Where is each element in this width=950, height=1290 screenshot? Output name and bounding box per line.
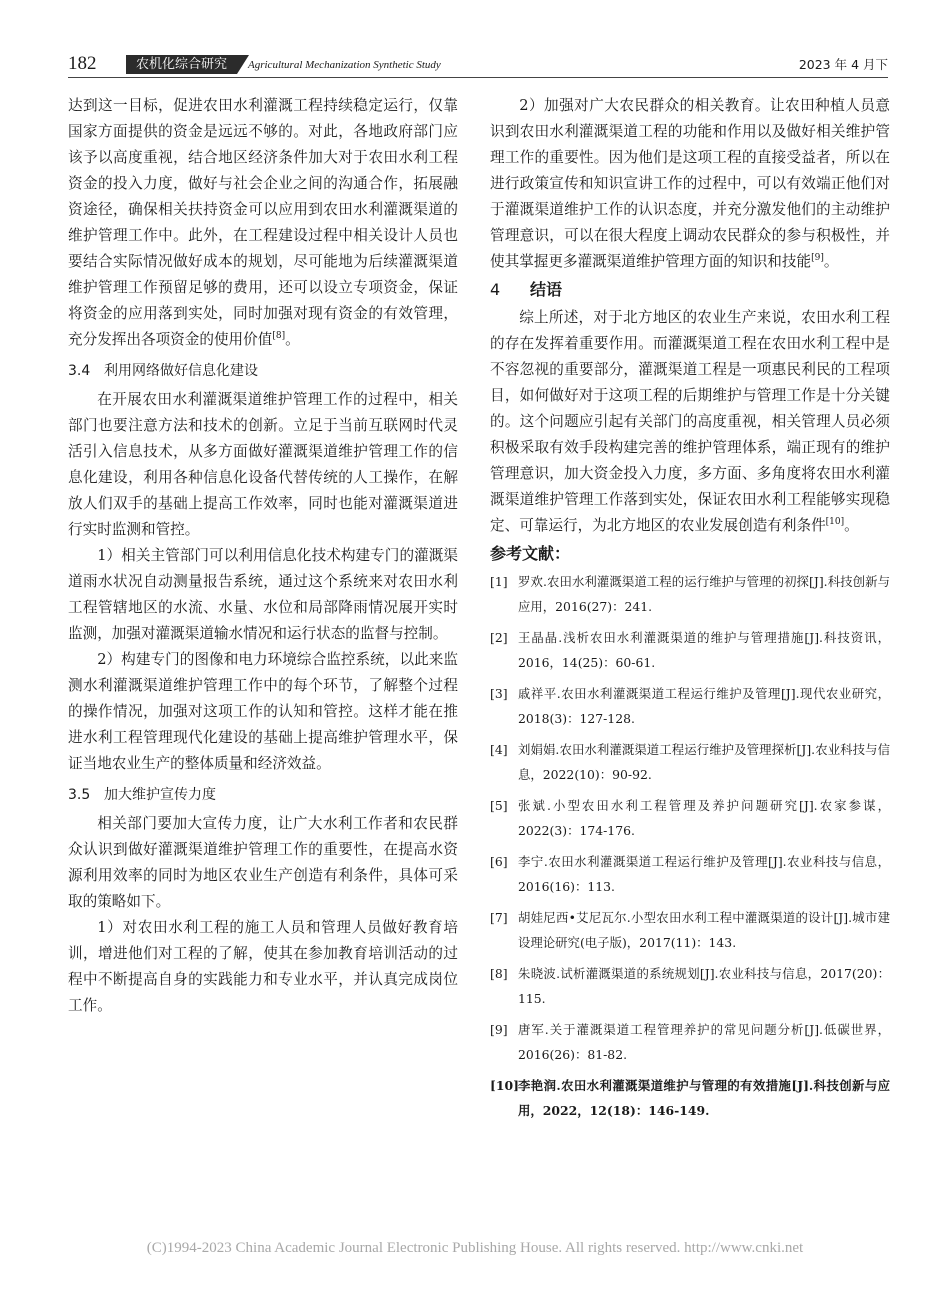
reference-item: [7] 胡娃尼西•艾尼瓦尔.小型农田水利工程中灌溉渠道的设计[J].城市建设理论研究(电子版)，2017(11)：143.: [490, 910, 890, 950]
section-heading-3-4: 3.4 利用网络做好信息化建设: [68, 363, 258, 379]
paragraph: 1）对农田水利工程的施工人员和管理人员做好教育培训，增进他们对工程的了解，使其在参加教育培训活动的过程中不断提高自身的实践能力和专业水平，并认真完成岗位工作。: [68, 919, 458, 1014]
section-heading-4: 4 结语: [490, 280, 563, 299]
paragraph: 1）相关主管部门可以利用信息化技术构建专门的灌溉渠道雨水状况自动测量报告系统，通过这个系统来对农田水利工程管辖地区的水流、水量、水位和局部降雨情况展开实时监测，加强对灌溉渠道输水情况和运行状态的监督与控制。: [68, 547, 458, 642]
paragraph: 在开展农田水利灌溉渠道维护管理工作的过程中，相关部门也要注意方法和技术的创新。立足于当前互联网时代灵活引入信息技术，从多方面做好灌溉渠道维护管理工作的信息化建设，利用各种信息化设备代替传统的人工操作，在解放人们双手的基础上提高工作效率，同时也能对灌溉渠道进行实时监测和管控。: [68, 391, 458, 538]
page-header: [68, 52, 888, 78]
reference-item: [6] 李宁.农田水利灌溉渠道工程运行维护及管理[J].农业科技与信息，2016(16)：113.: [490, 854, 890, 894]
reference-item: [2] 王晶晶.浅析农田水利灌溉渠道的维护与管理措施[J].科技资讯，2016，14(25)：60-61.: [490, 630, 890, 670]
journal-name-en: Agricultural Mechanization Synthetic Study: [248, 59, 441, 71]
issue-date: 2023 年 4 月下: [798, 57, 888, 72]
header-rule: [68, 77, 888, 78]
citation[interactable]: [8]: [272, 331, 286, 342]
right-column: [490, 93, 890, 1129]
reference-item: [8] 朱晓波.试析灌溉渠道的系统规划[J].农业科技与信息，2017(20)：115.: [490, 966, 890, 1006]
reference-item: [1] 罗欢.农田水利灌溉渠道工程的运行维护与管理的初探[J].科技创新与应用，2016(27)：241.: [490, 574, 890, 614]
reference-item: [9] 唐军.关于灌溉渠道工程管理养护的常见问题分析[J].低碳世界，2016(26)：81-82.: [490, 1022, 890, 1062]
reference-item: [10] 李艳润.农田水利灌溉渠道维护与管理的有效措施[J].科技创新与应用，2022，12(18)：146-149.: [490, 1078, 890, 1118]
reference-item: [5] 张斌.小型农田水利工程管理及养护问题研究[J].农家参谋，2022(3)：174-176.: [490, 798, 890, 838]
page-number: 182: [68, 53, 97, 74]
copyright-footer: (C)1994-2023 China Academic Journal Electronic Publishing House. All rights reserved. http://www.cnki.net: [146, 1240, 804, 1256]
paragraph: 2）构建专门的图像和电力环境综合监控系统，以此来监测水利灌溉渠道维护管理工作中的每个环节，了解整个过程的操作情况，加强对这项工作的认知和管控。这样才能在推进水利工程管理现代化建设的基础上提高维护管理水平，保证当地农业生产的整体质量和经济效益。: [68, 651, 458, 772]
paragraph: 综上所述，对于北方地区的农业生产来说，农田水利工程的存在发挥着重要作用。而灌溉渠道工程在农田水利工程中是不容忽视的重要部分，灌溉渠道工程是一项惠民利民的工程项目，如何做好对于这项工程的后期维护与管理工作是十分关键的。这个问题应引起有关部门的高度重视，相关管理人员必须积极采取有效手段构建完善的维护管理体系，端正现有的维护管理意识，加大资金投入力度，多方面、多角度将农田水利灌溉渠道维护管理工作落到实处，保证农田水利工程能够实现稳定、可靠运行，为北方地区的农业发展创造有利条件[10]。: [490, 309, 890, 534]
reference-list: [490, 569, 890, 1123]
reference-item: [4] 刘娟娟.农田水利灌溉渠道工程运行维护及管理探析[J].农业科技与信息，2022(10)：90-92.: [490, 742, 890, 782]
references-heading: 参考文献：: [490, 544, 571, 563]
citation[interactable]: [9]: [811, 253, 824, 264]
paragraph: 达到这一目标，促进农田水利灌溉工程持续稳定运行，仅靠国家方面提供的资金是远远不够的。对此，各地政府部门应该予以高度重视，结合地区经济条件加大对于农田水利工程资金的投入力度，做好与社会企业之间的沟通合作，拓展融资途径，确保相关扶持资金可以应用到农田水利灌溉渠道的维护管理工作中。此外，在工程建设过程中相关设计人员也要结合实际情况做好成本的规划，尽可能地为后续灌溉渠道维护管理工作预留足够的费用，还可以设立专项资金，保证将资金的应用落到实处，同时加强对现有资金的有效管理，充分发挥出各项资金的使用价值[8]。: [68, 97, 458, 348]
section-heading-3-5: 3.5 加大维护宣传力度: [68, 787, 216, 803]
left-column: [68, 93, 458, 1019]
journal-name-cn: 农机化综合研究: [126, 55, 237, 74]
paragraph: 相关部门要加大宣传力度，让广大水利工作者和农民群众认识到做好灌溉渠道维护管理工作的重要性，在提高水资源利用效率的同时为地区农业生产创造有利条件，具体可采取的策略如下。: [68, 815, 458, 910]
citation[interactable]: [10]: [825, 517, 845, 528]
reference-item: [3] 戚祥平.农田水利灌溉渠道工程运行维护及管理[J].现代农业研究，2018(3)：127-128.: [490, 686, 890, 726]
paragraph: 2）加强对广大农民群众的相关教育。让农田种植人员意识到农田水利灌溉渠道工程的功能和作用以及做好相关维护管理工作的重要性。因为他们是这项工程的直接受益者，所以在进行政策宣传和知识宣讲工作的过程中，可以有效端正他们对于灌溉渠道维护工作的认识态度，并充分激发他们的主动维护管理意识，可以在很大程度上调动农民群众的参与积极性，并使其掌握更多灌溉渠道维护管理方面的知识和技能[9]。: [490, 97, 890, 270]
